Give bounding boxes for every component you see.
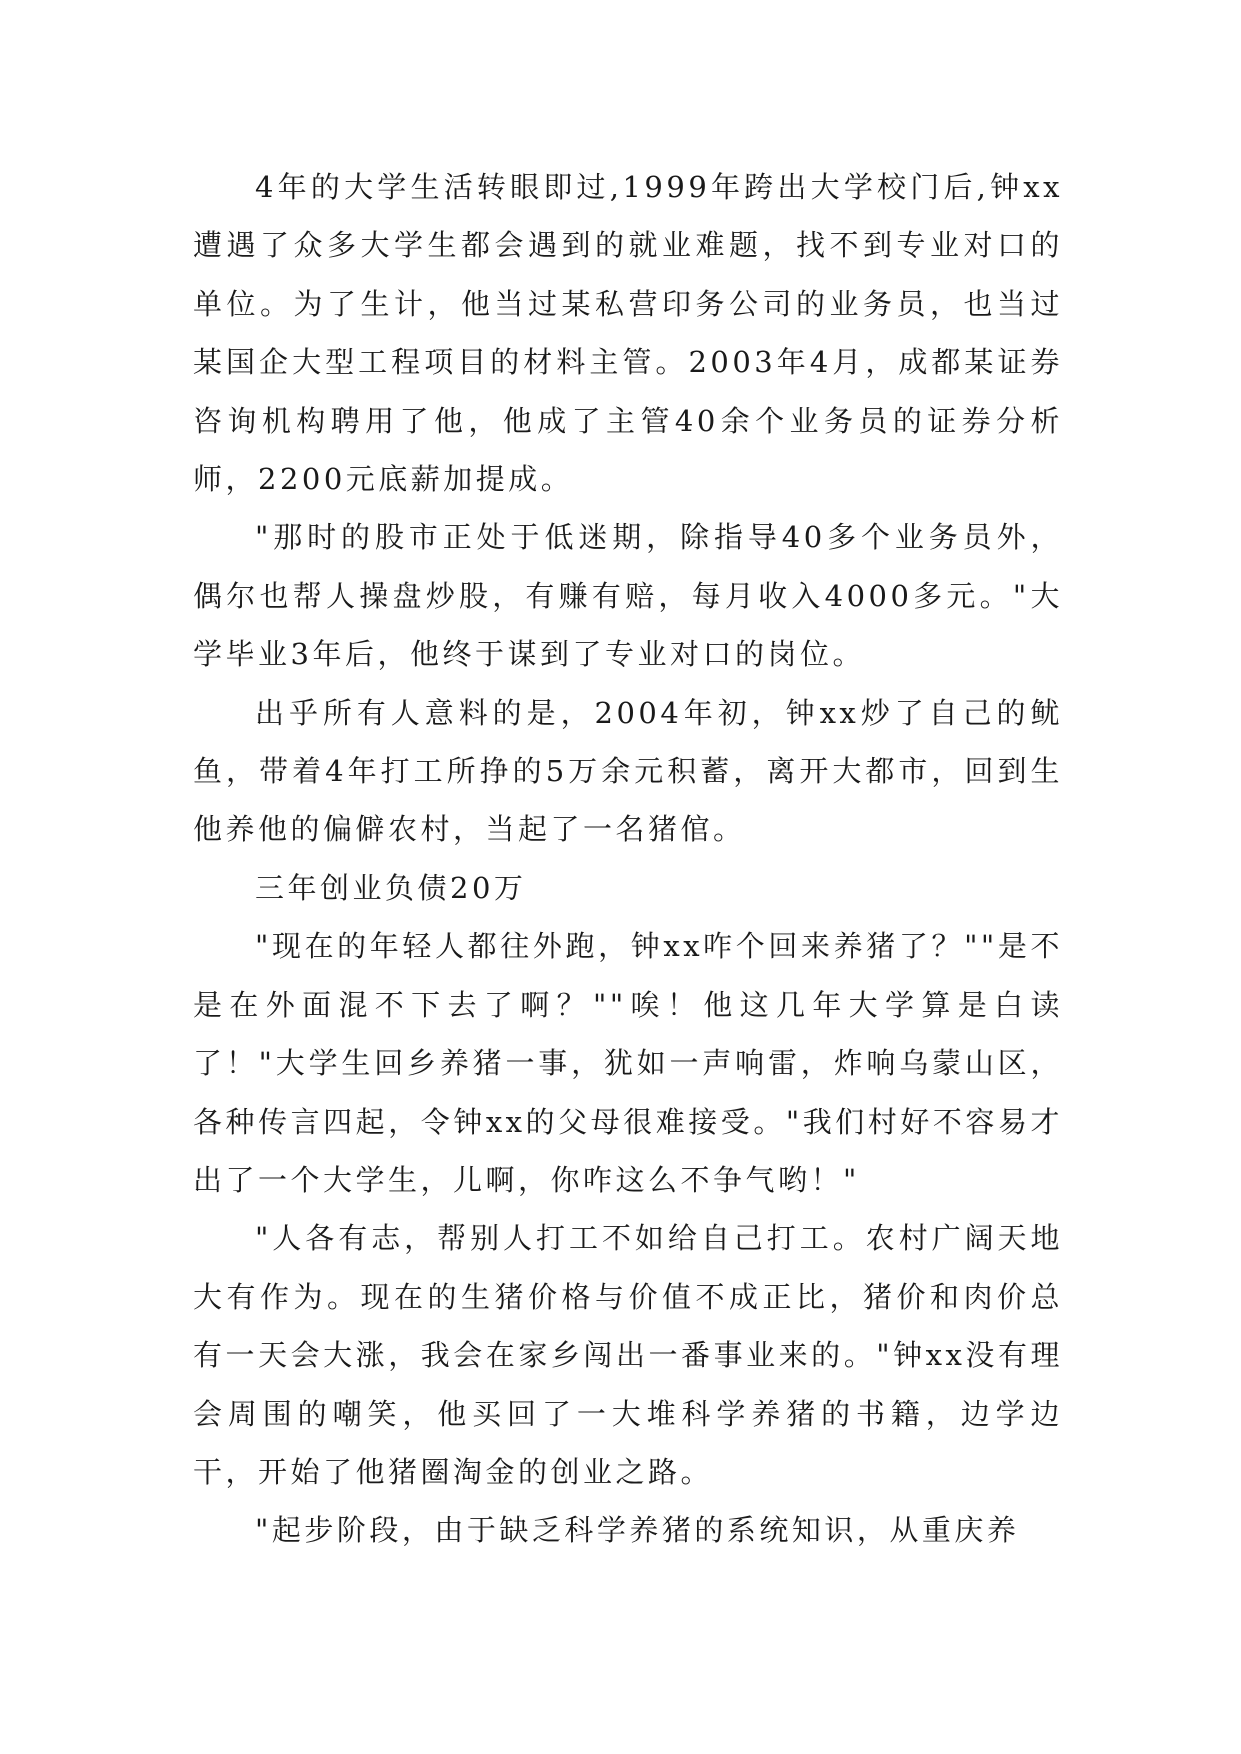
document-body: [193, 158, 1063, 1560]
paragraph-3: 出乎所有人意料的是，2004年初，钟xx炒了自己的鱿鱼，带着4年打工所挣的5万余元积蓄，离开大都市，回到生他养他的偏僻农村，当起了一名猪倌。: [193, 695, 1063, 847]
paragraph-1: 4年的大学生活转眼即过,1999年跨出大学校门后,钟xx遭遇了众多大学生都会遇到的就业难题，找不到专业对口的单位。为了生计，他当过某私营印务公司的业务员，也当过某国企大型工程项目的材料主管。2003年4月，成都某证券咨询机构聘用了他，他成了主管40余个业务员的证券分析师，2200元底薪加提成。: [193, 170, 1063, 497]
paragraph-6: "起步阶段，由于缺乏科学养猪的系统知识，从重庆养: [255, 1513, 1020, 1548]
paragraph-4: "现在的年轻人都往外跑，钟xx咋个回来养猪了？""是不是在外面混不下去了啊？""唉！他这几年大学算是白读了！"大学生回乡养猪一事，犹如一声响雷，炸响乌蒙山区，各种传言四起，令钟xx的父母很难接受。"我们村好不容易才出了一个大学生，儿啊，你咋这么不争气哟！": [193, 929, 1063, 1197]
section-heading: 三年创业负债20万: [255, 870, 527, 905]
paragraph-2: "那时的股市正处于低迷期，除指导40多个业务员外，偶尔也帮人操盘炒股，有赚有赔，每月收入4000多元。"大学毕业3年后，他终于谋到了专业对口的岗位。: [193, 520, 1063, 672]
paragraph-5: "人各有志，帮别人打工不如给自己打工。农村广阔天地大有作为。现在的生猪价格与价值不成正比，猪价和肉价总有一天会大涨，我会在家乡闯出一番事业来的。"钟xx没有理会周围的嘲笑，他买回了一大堆科学养猪的书籍，边学边干，开始了他猪圈淘金的创业之路。: [193, 1221, 1063, 1489]
